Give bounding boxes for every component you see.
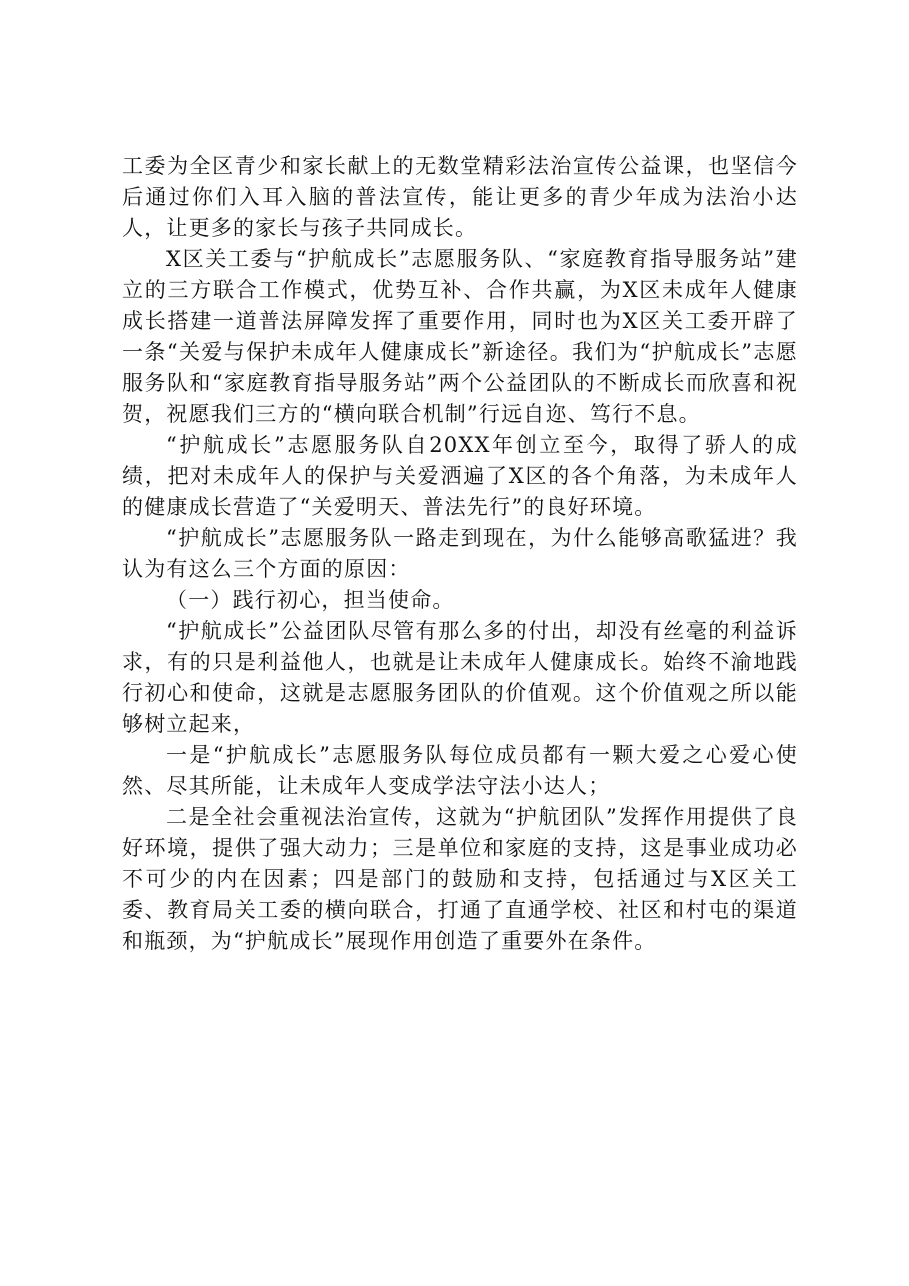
paragraph-4: “护航成长”志愿服务队一路走到现在，为什么能够高歌猛进？我认为有这么三个方面的原因：: [122, 526, 798, 581]
paragraph-3: “护航成长”志愿服务队自20XX年创立至今，取得了骄人的成绩，把对未成年人的保护与关爱洒遍了X区的各个角落，为未成年人的健康成长营造了“关爱明天、普法先行”的良好环境。: [122, 433, 798, 519]
paragraph-2: X区关工委与“护航成长”志愿服务队、“家庭教育指导服务站”建立的三方联合工作模式，优势互补、合作共赢，为X区未成年人健康成长搭建一道普法屏障发挥了重要作用，同时也为X区关工委开辟了一条“关爱与保护未成年人健康成长”新途径。我们为“护航成长”志愿服务队和“家庭教育指导服务站”两个公益团队的不断成长而欣喜和祝贺，祝愿我们三方的“横向联合机制”行远自迩、笃行不息。: [122, 247, 798, 426]
section-heading-1: （一）践行初心，担当使命。: [166, 588, 455, 612]
paragraph-5: “护航成长”公益团队尽管有那么多的付出，却没有丝毫的利益诉求，有的只是利益他人，也就是让未成年人健康成长。始终不渝地践行初心和使命，这就是志愿服务团队的价值观。这个价值观之所以能够树立起来，: [122, 619, 798, 736]
document-body: [122, 151, 798, 957]
paragraph-6: 一是“护航成长”志愿服务队每位成员都有一颗大爱之心爱心使然、尽其所能，让未成年人变成学法守法小达人；: [122, 743, 798, 798]
paragraph-7: 二是全社会重视法治宣传，这就为“护航团队”发挥作用提供了良好环境，提供了强大动力；三是单位和家庭的支持，这是事业成功必不可少的内在因素；四是部门的鼓励和支持，包括通过与X区关工委、教育局关工委的横向联合，打通了直通学校、社区和村屯的渠道和瓶颈，为“护航成长”展现作用创造了重要外在条件。: [122, 805, 798, 953]
paragraph-1: 工委为全区青少和家长献上的无数堂精彩法治宣传公益课，也坚信今后通过你们入耳入脑的普法宣传，能让更多的青少年成为法治小达人，让更多的家长与孩子共同成长。: [122, 154, 798, 240]
